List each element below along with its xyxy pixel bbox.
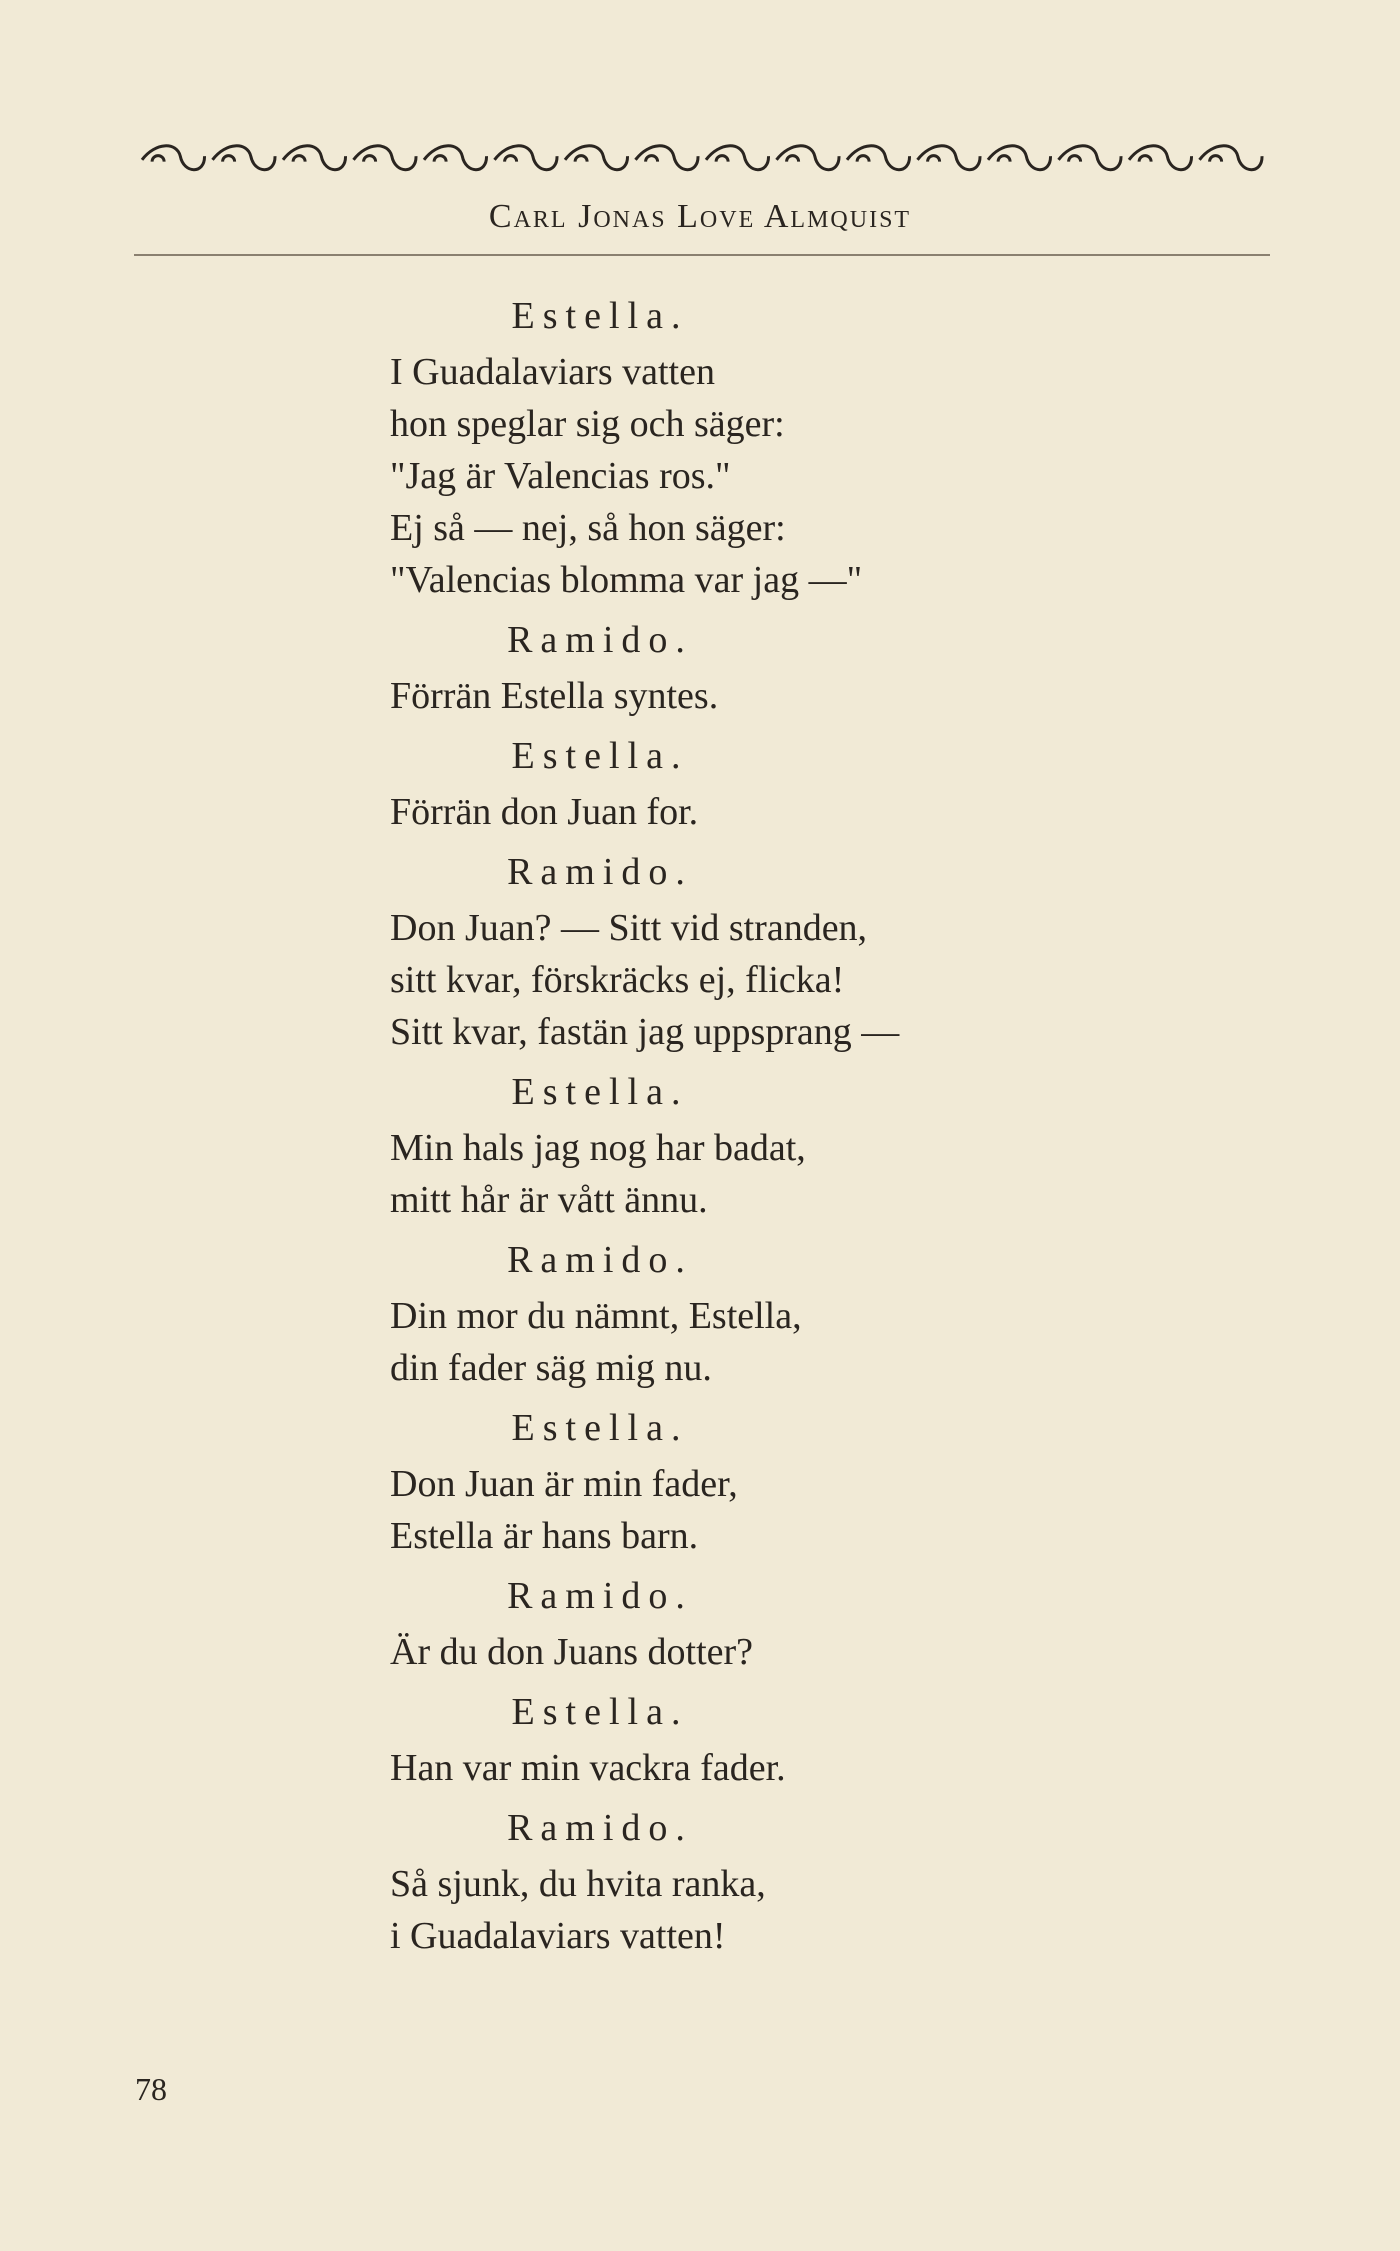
decorative-border-ornament xyxy=(138,140,1266,176)
verse-block xyxy=(390,1686,1090,1794)
verse-line: Förrän Estella syntes. xyxy=(390,675,719,717)
running-head: Carl Jonas Love Almquist xyxy=(488,198,912,235)
poem-body xyxy=(390,282,1090,1962)
verse-line: sitt kvar, förskräcks ej, flicka! xyxy=(390,959,845,1001)
speaker-name: Estella. xyxy=(511,1407,689,1449)
verse-block xyxy=(390,730,1090,838)
verse-line: I Guadalaviars vatten xyxy=(390,351,715,393)
verse-line: Estella är hans barn. xyxy=(390,1515,699,1557)
verse-line: Din mor du nämnt, Estella, xyxy=(390,1295,802,1337)
verse-line: hon speglar sig och säger: xyxy=(390,403,785,445)
verse-block xyxy=(390,1234,1090,1394)
verse-line: Han var min vackra fader. xyxy=(390,1747,786,1789)
speaker-name: Estella. xyxy=(511,735,689,777)
verse-block xyxy=(390,1570,1090,1678)
speaker-name: Ramido. xyxy=(507,619,693,661)
speaker-name: Ramido. xyxy=(507,1807,693,1849)
verse-block xyxy=(390,1066,1090,1226)
verse-line: Sitt kvar, fastän jag uppsprang — xyxy=(390,1011,900,1053)
verse-block xyxy=(390,614,1090,722)
verse-line: Min hals jag nog har badat, xyxy=(390,1127,806,1169)
verse-line: Förrän don Juan for. xyxy=(390,791,699,833)
verse-line: Så sjunk, du hvita ranka, xyxy=(390,1863,766,1905)
speaker-name: Ramido. xyxy=(507,1239,693,1281)
page-number: 78 xyxy=(135,2071,167,2107)
speaker-name: Ramido. xyxy=(507,851,693,893)
verse-line: "Valencias blomma var jag —" xyxy=(390,559,863,601)
verse-line: Don Juan är min fader, xyxy=(390,1463,738,1505)
verse-line: mitt hår är vått ännu. xyxy=(390,1179,708,1221)
speaker-name: Ramido. xyxy=(507,1575,693,1617)
speaker-name: Estella. xyxy=(511,1691,689,1733)
verse-line: i Guadalaviars vatten! xyxy=(390,1915,726,1957)
verse-block xyxy=(390,290,1090,606)
verse-block xyxy=(390,1802,1090,1962)
header-rule xyxy=(134,254,1270,256)
verse-line: Är du don Juans dotter? xyxy=(390,1631,754,1673)
verse-line: "Jag är Valencias ros." xyxy=(390,455,731,497)
verse-block xyxy=(390,1402,1090,1562)
speaker-name: Estella. xyxy=(511,1071,689,1113)
verse-line: Don Juan? — Sitt vid stranden, xyxy=(390,907,868,949)
verse-block xyxy=(390,846,1090,1058)
speaker-name: Estella. xyxy=(511,295,689,337)
verse-line: din fader säg mig nu. xyxy=(390,1347,712,1389)
verse-line: Ej så — nej, så hon säger: xyxy=(390,507,786,549)
